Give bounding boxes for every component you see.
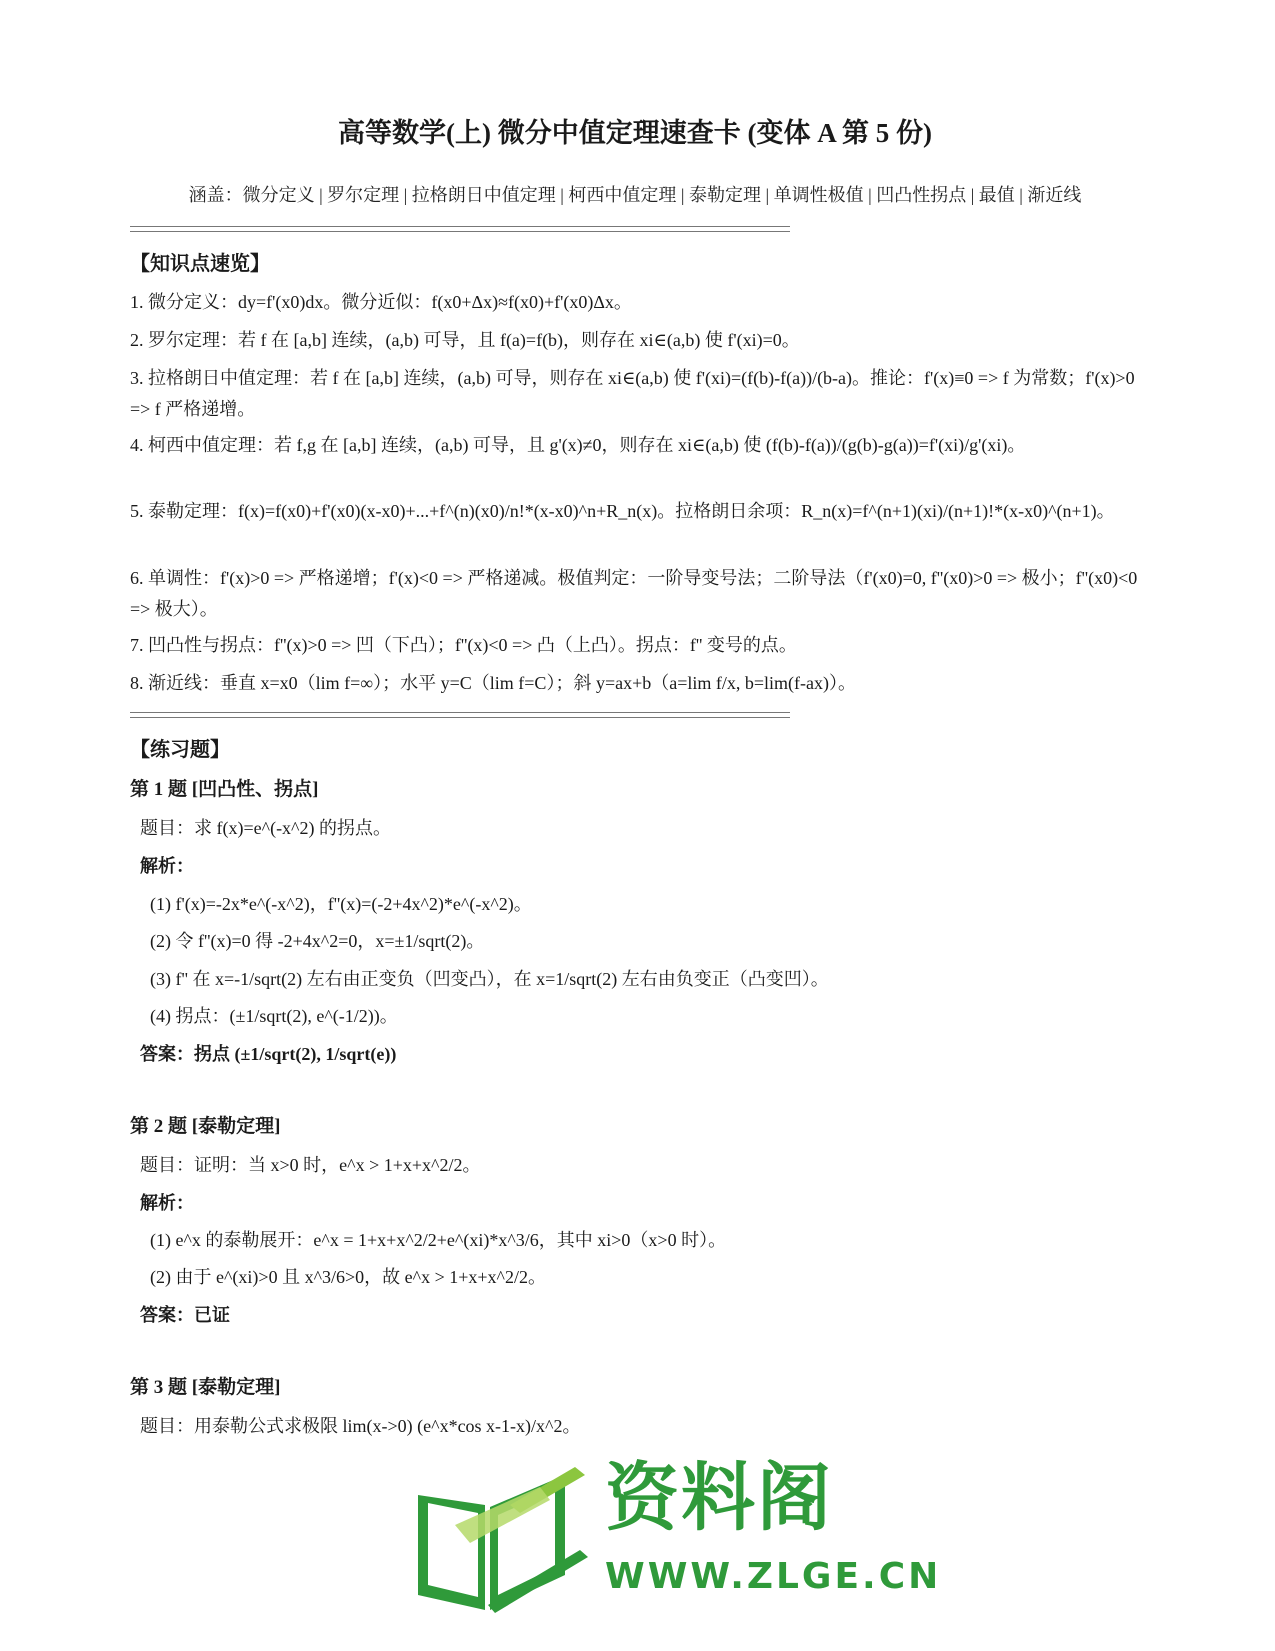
knowledge-item-4: 4. 柯西中值定理：若 f,g 在 [a,b] 连续，(a,b) 可导，且 g'(x)≠0，则存在 xi∈(a,b) 使 (f(b)-f(a))/(g(b)-g(a))=f'(xi)/g'(xi)。 (130, 435, 1026, 455)
watermark-url: WWW.ZLGE.CN (605, 1556, 942, 1597)
question-2-answer: 答案：已证 (140, 1305, 230, 1325)
question-2-analysis-label: 解析： (140, 1193, 194, 1213)
knowledge-item-6: 6. 单调性：f'(x)>0 => 严格递增；f'(x)<0 => 严格递减。极值判定：一阶导变号法；二阶导法（f'(x0)=0, f''(x0)>0 => 极小；f''(x0)<0 => 极大）。 (130, 568, 1138, 619)
question-1-text: 题目：求 f(x)=e^(-x^2) 的拐点。 (140, 818, 391, 838)
knowledge-item-1: 1. 微分定义：dy=f'(x0)dx。微分近似：f(x0+Δx)≈f(x0)+f'(x0)Δx。 (130, 292, 632, 312)
knowledge-heading: 【知识点速览】 (130, 253, 270, 275)
watermark-logo (400, 1445, 942, 1620)
divider-top (130, 226, 790, 232)
knowledge-item-5: 5. 泰勒定理：f(x)=f(x0)+f'(x0)(x-x0)+...+f^(n)(x0)/n!*(x-x0)^n+R_n(x)。拉格朗日余项：R_n(x)=f^(n+1)(xi)/(n+1)!*(x-x0)^(n+1)。 (130, 501, 1115, 521)
question-1-step-3: (3) f'' 在 x=-1/sqrt(2) 左右由正变负（凹变凸），在 x=1/sqrt(2) 左右由负变正（凸变凹）。 (150, 969, 829, 989)
watermark-name: 资料阁 (605, 1455, 833, 1541)
question-1-answer: 答案：拐点 (±1/sqrt(2), 1/sqrt(e)) (140, 1044, 397, 1064)
knowledge-item-2: 2. 罗尔定理：若 f 在 [a,b] 连续，(a,b) 可导，且 f(a)=f(b)，则存在 xi∈(a,b) 使 f'(xi)=0。 (130, 330, 800, 350)
question-3-title: 第 3 题 [泰勒定理] (130, 1377, 281, 1398)
question-2-step-1: (1) e^x 的泰勒展开：e^x = 1+x+x^2/2+e^(xi)*x^3/6，其中 xi>0（x>0 时）。 (150, 1230, 727, 1250)
question-1-title: 第 1 题 [凹凸性、拐点] (130, 779, 319, 800)
question-1-analysis-label: 解析： (140, 856, 194, 876)
question-2-step-2: (2) 由于 e^(xi)>0 且 x^3/6>0，故 e^x > 1+x+x^2/2。 (150, 1267, 546, 1287)
open-book-icon (400, 1445, 600, 1615)
coverage-line: 涵盖：微分定义 | 罗尔定理 | 拉格朗日中值定理 | 柯西中值定理 | 泰勒定理 | 单调性极值 | 凹凸性拐点 | 最值 | 渐近线 (188, 185, 1082, 205)
question-2-text: 题目：证明：当 x>0 时，e^x > 1+x+x^2/2。 (140, 1155, 481, 1175)
question-1-step-2: (2) 令 f''(x)=0 得 -2+4x^2=0，x=±1/sqrt(2)。 (150, 931, 485, 951)
practice-heading: 【练习题】 (130, 739, 230, 761)
knowledge-item-8: 8. 渐近线：垂直 x=x0（lim f=∞）；水平 y=C（lim f=C）；斜 y=ax+b（a=lim f/x, b=lim(f-ax)）。 (130, 673, 856, 693)
divider-bottom (130, 712, 790, 718)
question-1-step-4: (4) 拐点：(±1/sqrt(2), e^(-1/2))。 (150, 1006, 398, 1026)
page-title: 高等数学(上) 微分中值定理速查卡 (变体 A 第 5 份) (338, 118, 932, 148)
question-3-text: 题目：用泰勒公式求极限 lim(x->0) (e^x*cos x-1-x)/x^2。 (140, 1416, 581, 1436)
knowledge-item-3: 3. 拉格朗日中值定理：若 f 在 [a,b] 连续，(a,b) 可导，则存在 xi∈(a,b) 使 f'(xi)=(f(b)-f(a))/(b-a)。推论：f'(x)≡0 => f 为常数；f'(x)>0 => f 严格递增。 (130, 368, 1135, 419)
question-1-step-1: (1) f'(x)=-2x*e^(-x^2)，f''(x)=(-2+4x^2)*e^(-x^2)。 (150, 894, 532, 914)
knowledge-item-7: 7. 凹凸性与拐点：f''(x)>0 => 凹（下凸）；f''(x)<0 => 凸（上凸）。拐点：f'' 变号的点。 (130, 635, 797, 655)
question-2-title: 第 2 题 [泰勒定理] (130, 1116, 281, 1137)
